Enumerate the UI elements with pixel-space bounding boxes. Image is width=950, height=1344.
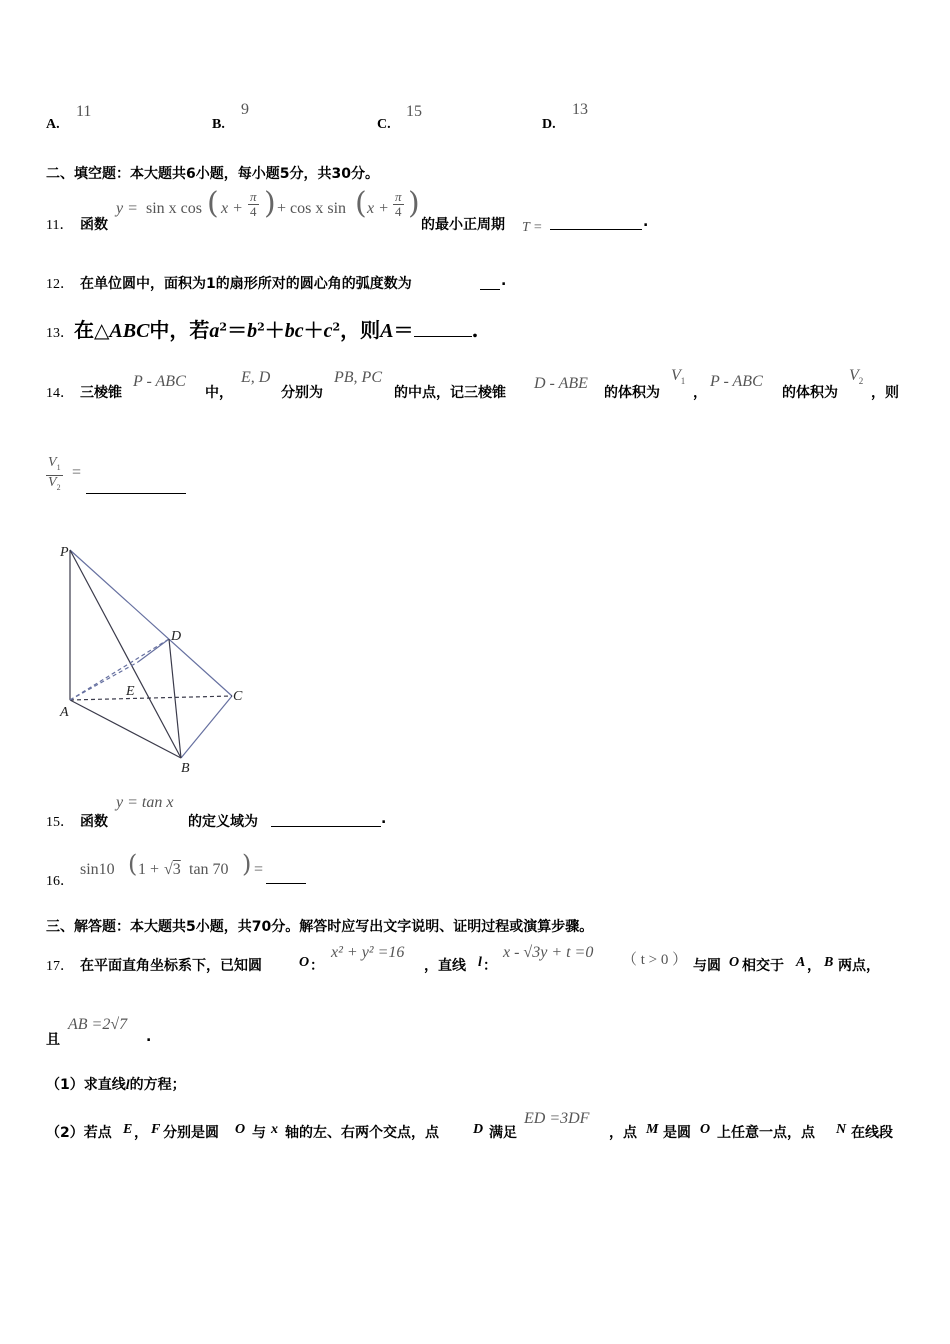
q13-text3: ，则 <box>340 318 381 342</box>
q17-lead: 在平面直角坐标系下，已知圆 <box>80 958 262 974</box>
edge-pc <box>70 550 232 696</box>
q17-number: 17． <box>46 959 74 974</box>
q14-v2: $V_2$ <box>849 367 864 387</box>
q13-b-exp: 2 <box>257 320 265 334</box>
q17-comma: ， <box>807 958 821 974</box>
option-b-value: 9 <box>241 101 249 118</box>
q13-A: A <box>380 320 394 342</box>
sub2-m: M <box>646 1122 659 1137</box>
q14-zhong: 中， <box>205 385 233 401</box>
q17-qie: 且 <box>46 1032 60 1048</box>
q16-sin: sin10 <box>80 861 115 878</box>
sub2-t6: 是圆 <box>663 1125 691 1141</box>
tetrahedron-edges <box>70 550 232 758</box>
q14-number: 14． <box>46 386 74 401</box>
q14-ratio-denominator: $V_2$ <box>48 474 61 492</box>
q11-lead: 函数 <box>80 217 108 233</box>
option-d-value: 13 <box>572 101 588 118</box>
q14-ze: ，则 <box>871 385 899 401</box>
q13-text2: 中，若 <box>149 318 210 342</box>
q17-l: l <box>478 955 482 970</box>
q13-answer-blank <box>414 335 472 337</box>
q14-eq: = <box>72 464 82 481</box>
q15-number: 15． <box>46 815 74 830</box>
q17-tail3: 两点， <box>838 958 880 974</box>
q16-paren-close: ) <box>242 850 252 878</box>
q11-fraction-1 <box>248 190 259 219</box>
label-d: D <box>171 629 182 644</box>
q16-tan: tan 70 <box>189 861 229 878</box>
q13-c: c <box>323 320 333 342</box>
q17-line-label: ，直线 <box>424 958 466 974</box>
q15-expr: y = tan x <box>116 794 174 811</box>
sub2-t2: 与 <box>252 1125 266 1141</box>
label-a: A <box>60 705 69 720</box>
q13-abc: ABC <box>109 320 150 342</box>
q13-c-exp: 2 <box>332 320 341 334</box>
q16-sqrt: √3 <box>164 861 181 878</box>
q13-plus2: ＋ <box>303 318 324 342</box>
q17-b: B <box>824 955 834 970</box>
option-b-letter: B. <box>212 117 225 132</box>
q16-answer-blank <box>266 882 306 884</box>
label-b: B <box>181 761 190 776</box>
q14-v1: $V_1$ <box>671 367 686 387</box>
q17-o: O <box>299 955 310 970</box>
option-a-value: 11 <box>76 103 92 120</box>
q11-sinxcos: sin x cos <box>146 200 202 217</box>
q11-four-2: 4 <box>395 204 402 219</box>
sub2-label: （2）若点 <box>46 1125 112 1141</box>
sub2-e: E <box>123 1122 133 1137</box>
q12-number: 12． <box>46 277 74 292</box>
q11-y: y = <box>116 200 138 217</box>
q11-number: 11． <box>46 218 74 233</box>
sub2-t3: 轴的左、右两个交点，点 <box>285 1125 439 1141</box>
q17-o2: O <box>729 955 740 970</box>
q14-tiji-2: 的体积为 <box>782 385 838 401</box>
q14-comma: ， <box>693 385 707 401</box>
q11-paren-open-2: ( <box>355 186 367 221</box>
sub2-o2: O <box>700 1122 711 1137</box>
q13-number: 13． <box>46 326 74 341</box>
q16-one: 1 + <box>138 861 160 878</box>
sub2-d: D <box>473 1122 484 1137</box>
edge-ad <box>70 639 169 700</box>
q17-line-eq: x - √3y + t =0 <box>503 944 594 961</box>
q17-tail: 与圆 <box>693 958 721 974</box>
q11-four-1: 4 <box>250 204 257 219</box>
q15-lead: 函数 <box>80 814 108 830</box>
q14-pabc-1: P - ABC <box>133 373 186 390</box>
q13-a-exp: 2 <box>219 320 228 334</box>
option-c-letter: C. <box>377 117 391 132</box>
sub2-n: N <box>836 1122 847 1137</box>
q14-dabe: D - ABE <box>534 375 588 392</box>
q14-pabc-2: P - ABC <box>710 373 763 390</box>
label-e: E <box>126 684 135 699</box>
q17-colon: ： <box>310 958 324 974</box>
q14-lead: 三棱锥 <box>80 385 122 401</box>
section-2-title: 二、填空题：本大题共6小题，每小题5分，共30分。 <box>46 166 379 182</box>
tetrahedron-figure <box>50 530 260 780</box>
sub2-t1: 分别是圆 <box>163 1125 219 1141</box>
q11-end: . <box>643 214 649 230</box>
q12-text: 在单位圆中，面积为1的扇形所对的圆心角的弧度数为 <box>80 276 412 292</box>
q14-zhongdian: 的中点，记三棱锥 <box>394 385 506 401</box>
section-3-title: 三、解答题：本大题共5小题，共70分。解答时应写出文字说明、证明过程或演算步骤。 <box>46 919 594 935</box>
q11-x-2: x + <box>367 200 389 217</box>
edge-bc <box>181 696 232 758</box>
q11-pi-2: π <box>395 189 402 204</box>
sub2-t8: 在线段 <box>851 1125 893 1141</box>
q15-tail: 的定义域为 <box>188 814 258 830</box>
sub1-l: l <box>125 1078 130 1093</box>
q17-end: . <box>146 1029 152 1045</box>
label-p: P <box>60 545 69 560</box>
q13-eq: ＝ <box>227 318 248 342</box>
option-c-value: 15 <box>406 103 422 120</box>
q17-circle-eq: x² + y² =16 <box>331 944 405 961</box>
edge-ac <box>70 696 232 700</box>
sub2-t4: 满足 <box>489 1125 517 1141</box>
q17-a: A <box>796 955 806 970</box>
q16-paren-open: ( <box>128 850 138 878</box>
sub2-ed-eq: ED =3DF <box>524 1110 590 1127</box>
q11-pi-1: π <box>250 189 257 204</box>
q14-fenbie: 分别为 <box>281 385 323 401</box>
q13-bc: bc <box>284 320 304 342</box>
q12-answer-blank <box>480 288 500 290</box>
edge-ab <box>70 700 181 758</box>
q13-plus1: ＋ <box>264 318 285 342</box>
question-13 <box>46 314 478 343</box>
label-c: C <box>233 689 243 704</box>
edge-ed <box>138 639 169 662</box>
q14-ratio-fraction <box>46 456 63 495</box>
sub2-t7: 上任意一点，点 <box>717 1125 815 1141</box>
q17-tail2: 相交于 <box>742 958 784 974</box>
q11-paren-close-2: ) <box>408 186 420 221</box>
q13-eq2: ＝ <box>393 318 414 342</box>
option-a-letter: A. <box>46 117 60 132</box>
sub2-x: x <box>271 1122 278 1137</box>
q11-t: T = <box>522 220 543 235</box>
q11-fraction-2 <box>393 190 404 219</box>
q14-ed: E, D <box>241 369 271 386</box>
q12-end: . <box>501 273 507 289</box>
q14-ratio-numerator: $V_1$ <box>46 456 63 476</box>
q11-tail: 的最小正周期 <box>421 217 505 233</box>
q11-plus-cos: + cos x sin <box>277 200 347 217</box>
option-d-letter: D. <box>542 117 556 132</box>
q14-answer-blank <box>86 492 186 494</box>
q17-colon2: ： <box>483 958 497 974</box>
q13-text1: 在△ <box>74 318 110 342</box>
q14-pbpc: PB, PC <box>334 369 382 386</box>
q15-end: . <box>381 811 387 827</box>
sub1-tail: 的方程； <box>129 1077 186 1093</box>
sub-question-1 <box>46 1074 186 1094</box>
sub2-comma: ， <box>134 1125 148 1141</box>
q15-answer-blank <box>271 825 381 827</box>
q16-eq: = <box>254 861 264 878</box>
q11-answer-blank <box>550 228 642 230</box>
q14-tiji-1: 的体积为 <box>604 385 660 401</box>
edge-pb <box>70 550 181 758</box>
q17-ab-eq: AB =2√7 <box>68 1016 128 1033</box>
sub2-o: O <box>235 1122 246 1137</box>
sub2-t5: ，点 <box>609 1125 637 1141</box>
q13-b: b <box>247 320 258 342</box>
q13-end: . <box>471 318 479 342</box>
sub1-label: （1）求直线 <box>46 1077 126 1093</box>
q13-a: a <box>209 320 220 342</box>
q11-paren-close-1: ) <box>264 186 276 221</box>
q11-paren-open-1: ( <box>207 186 219 221</box>
q16-number: 16． <box>46 874 74 889</box>
q11-x-1: x + <box>221 200 243 217</box>
sub2-f: F <box>151 1122 161 1137</box>
q17-condition: （ t > 0 ） <box>622 952 688 968</box>
